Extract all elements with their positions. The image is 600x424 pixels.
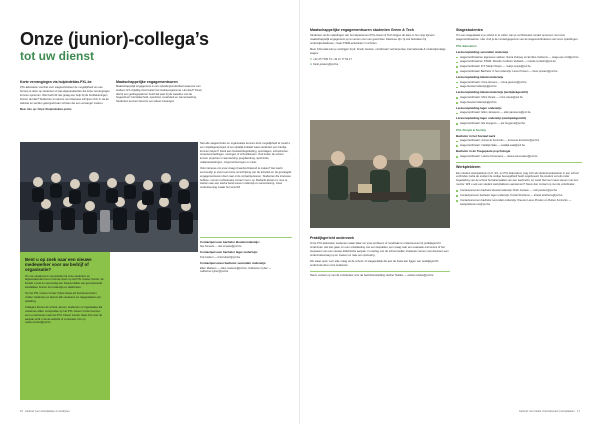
footer-left: 16 · Aanbod voor werkplekken en bedrijven	[20, 410, 70, 413]
students-photo	[310, 120, 450, 228]
vervangingen-section	[20, 80, 110, 114]
group-title: Lerarenopleiding lager onderwijs	[456, 105, 502, 110]
praktijk-heading: Praktijkgericht onderzoek	[310, 236, 354, 240]
engagement-heading: Maatschappelijke engagementsuren	[116, 80, 178, 84]
engagement-text-3: Ook interesse om jouw vraag of aanbod bekend te maken? Het werkt eenvoudig: je stuurt een korte omschrijving van de activiteit en de gevraagde engagementsuren door naar onze contactpersonen. Studenten die interesse hebben, nemen rechtstreeks contact met u op. Bedankt alvast om mee te werken aan een sterke band tussen onderwijs en samenleving. Jouw ondersteuning maakt het verschil!	[200, 167, 292, 190]
list-item: Contactpersoon bachelor lager onderwijs: Kristel Strichens — kristel.strichens@pxl.be	[456, 194, 582, 198]
group-list	[456, 56, 582, 74]
list-item: stagecoördinator: Annemie Koninckx — annemie.koninckx@pxl.be	[456, 139, 582, 143]
group-photo	[20, 142, 198, 252]
vervangingen-heading: Korte vervangingen via hulpindeklas.PXL.be	[20, 80, 92, 84]
footer-right: Aanbod voor lokale /internationaal | werkplekken · 17	[519, 410, 580, 413]
green-tech-text-1: Studenten uit de opleidingen van het departement PXL-Green & Tech krijgen de kans in hun vrije tijd een maatschappelijk engagement op te nemen voor een goed doel. Daarmee zijn zij ook betrokken bij onderwijsinitiatieven, zoals STEM-activiteiten in scholen.	[310, 34, 435, 45]
group-list	[456, 81, 582, 90]
contact-role-1: Contactpersoon bachelor kleuteronderwijs:	[200, 239, 260, 244]
stage-heading: Stagestudenten	[456, 28, 483, 32]
career-center-text-2: Op het PXL Career Center (https://www.pxl.be/careercenter) vinden studenten en alumni alle vacatures en stageplaatsen per opleiding.	[25, 292, 102, 303]
engagement-continued	[200, 142, 292, 232]
green-tech-heading: Maatschappelijke engagementsuren studenten Green & Tech	[310, 28, 414, 32]
engagement-intro	[116, 85, 202, 106]
contact-name-2[interactable]: Kris Hubert — kris.hubert@pxl.be	[200, 255, 241, 259]
list-item: stagecoördinator: Ilona Gevens — ilona.gevens@pxl.be	[456, 81, 582, 85]
praktijk-section	[310, 236, 450, 281]
group-list	[456, 96, 582, 105]
phone-icon: ✆	[310, 58, 313, 62]
contact-name-1[interactable]: Ilse Smeets — ilse.smeets@pxl.be	[200, 245, 242, 249]
page-subtitle: tot uw dienst	[20, 49, 94, 63]
contact-role-3: Contactpersonen bachelor secundair onderwijs:	[200, 260, 267, 265]
praktijk-text-2: We staan open voor elke vraag uit de school- of stagepraktijk die aan de basis kan liggen van praktijkgericht onderzoek door onze studenten.	[310, 260, 439, 267]
engagement-text-1: Maatschappelijk engagement is een opleidingsonderdeel waarvoor een student zich vrijwillig inzet buiten het studieprogramma. Het doel? Tonen dat hij een gedragspatroon heeft dat past bij de waarden van de hogeschool: betrokkenheid, openheid, creativiteit en samenwerking. Studenten kunnen hiervoor een attest ontvangen.	[116, 85, 202, 104]
contact-name-3[interactable]: Ellen Martens — ellen.martens@pxl.be; Catherine Cyber — catherine.cyber@pxl.be	[200, 266, 272, 274]
career-center-title: Bent u op zoek naar een nieuwe medewerker voor uw bedrijf of organisatie?	[25, 257, 92, 273]
list-item: stagecoördinator: Natalija Sala — natalija.sala@pxl.be	[456, 144, 582, 148]
list-item: stagecoördinator Bachelor in het onderwijs: Lieve Pinxten — lieve.pinxten@pxl.be	[456, 70, 582, 74]
mail-line	[310, 63, 450, 67]
praktijk-text-1: Onze PXL-Education studenten staan klaar om jouw probleem of noodzaak te ondersteunen bij praktijkgericht onderzoek. Het kan gaan om een ontwikkeling van een lespakket, een vraag naar een evaluatie-instrument of het toepassen van een nieuwe didactische aanpak. In overleg met de school stellen studenten samen met docenten een onderzoeksvraag op en zoeken ze naar een oplossing.	[310, 242, 449, 257]
group-title: Bachelor in het Sociaal werk	[456, 133, 496, 138]
vervangingen-text: PXL-Education voorziet voor stageschooltoer de mogelijkheid om een beroep te doen op studenten of pas afgestudeerden die korte vervangingen kunnen opnemen. Wie heeft dit niet graag een hulp bij de bordtekeningen binnen de klas? Studenten en alumni met interesse schrijven zich in via de website en worden gekoppeld aan scholen die een vervanger zoeken.	[20, 86, 110, 105]
stage-section	[456, 28, 582, 404]
section-people-society: PXL-People & Society	[456, 127, 487, 132]
group-list	[456, 155, 582, 159]
group-list	[456, 111, 582, 115]
engagement-contacts	[200, 234, 292, 274]
list-item: stage.kleuteronderwijs@pxl.be	[456, 85, 582, 89]
contact-role-2: Contactpersoon bachelor lager onderwijs:	[200, 250, 258, 255]
list-item: stagecoördinatoren algemene vakken: Sonia Ouhsay en Emiline Carlsens — stage.sec.ond@pxl.be	[456, 56, 582, 60]
mail-address[interactable]: frank.joosten@pxl.be	[313, 63, 339, 67]
page-title: Onze (junior)-collega’s	[20, 29, 209, 49]
group-title: Lerarenopleiding kleuteronderwijs (werkplekgericht)	[456, 90, 528, 95]
phone-number[interactable]: +32 477 539 74 • 32 11 77 54 17	[313, 58, 352, 62]
group-title: Lerarenopleiding lager onderwijs (werkplekgericht)	[456, 116, 527, 121]
career-center-box	[20, 252, 110, 400]
list-item: stagecoördinatoren STEM: Roselie Cordeiro-Vedaiah — roselie.cordeiro@pxl.be	[456, 60, 582, 64]
vervangingen-link[interactable]: Meer info op: https://hulpindeklas.pxl.be	[20, 107, 72, 111]
stage-text: Om een stageplaats in je school in te vullen, kan je rechtstreeks contact opnemen met onze stagecoördinatoren. Hier vind je de contactgegevens van de stagecoördinatoren van onze opleidingen.	[456, 34, 579, 42]
werkplek-heading: Werkplekleren	[456, 165, 481, 170]
career-center-text-1: Om uw vacatures te verspreiden bij onze studenten en afgestudeerden kunt u beroep doen op het PXL Career Center. Zo bereikt u snel en eenvoudig een breed publiek van gemotiveerde kandidaten binnen het onderwijs en daarbuiten.	[25, 274, 104, 289]
divider	[310, 271, 450, 272]
list-item: stagecoördinator: Mimi Vieste — mimi.vieste@pxl.be	[456, 96, 582, 100]
group-list	[456, 122, 582, 126]
list-item: stagecoördinator: Lianne Kevenaers — lianne.kevenaers@pxl.be	[456, 155, 582, 159]
werkplek-text: Een student werkplekleren (LO, SO, en PXL Education) mag zich als studentmedewerker in een school verbinden zodra de student de nodige bevoegdheid heeft opgebouwd. De student vervult onder begeleiding van de school het takenpakket van een leerkracht, en werkt hiervoor nauw samen met een mentor. Wilt u ook een student werkplekleren aanwerven? Neem dan contact op met de coördinator.	[456, 171, 579, 186]
list-item: Contactpersonen bachelor secundair onderwijs: Kleuren Lieve Pinxten en Ruben Koninckx — werkplekleren.so@pxl.be	[456, 199, 582, 207]
list-item: stagecoördinator: Ellen Janssens — ellen.janssens@pxl.be	[456, 111, 582, 115]
career-center-text-3: Collega's binnen de school, alumni, studenten of organisaties die vacatures willen verspreiden op het PXL Career Center kunnen een e-mail sturen naar het PXL Career Center. Meer info over de aanpak vindt u via de website of contacteer ons op career.center@pxl.be	[25, 306, 103, 325]
group-title: Bachelor in de Toegepaste psychologie	[456, 148, 511, 153]
divider	[200, 237, 292, 238]
green-tech-section	[310, 28, 450, 67]
list-item: stagecoördinator: Els Huygens — els.huygens@pxl.be	[456, 122, 582, 126]
list-item: stage.kleuteronderwijs@pxl.be	[456, 101, 582, 105]
praktijk-text-3: Neem contact op met de coördinator voor de bacheloropleiding: Esther Noldus — esther.noldus@pxl.be	[310, 274, 434, 278]
divider	[456, 162, 582, 163]
phone-line	[310, 58, 450, 62]
green-tech-text-2: Meer informatie kan je verkrijgen bij dr. Frank Joosten, coördinator vertrekpunten internationale & onderwijsmatige stages:	[310, 48, 446, 56]
section-pxl-education: PXL-Education	[456, 44, 477, 48]
page-fold	[299, 0, 300, 424]
werkplek-list	[456, 189, 582, 206]
group-list	[456, 139, 582, 148]
mail-icon: ✉	[310, 63, 313, 67]
engagement-text-2: Niet alle stagescholen en organisaties kennen deze mogelijkheid al. Heeft u een vrijwilligersproject of een tijdelijk initiatief waar studenten een handje kunnen helpen? Denk aan huiswerkbegeleiding, sportdagen, schoolreizen, toneelvoorstellingen, vieringen of schoolfeesten. Ook buiten de school komen projecten in aanmerking: jeugdwerking, sportclubs, vakantiewerkingen, zorgvoorzieningen en meer.	[200, 142, 291, 164]
group-title: Lerarenopleiding kleuteronderwijs	[456, 74, 504, 79]
group-title: Lerarenopleiding secundair onderwijs	[456, 49, 509, 54]
list-item: Contactpersonen bachelor kleuteronderwijs: Ruth Joosten — ruth.joosten@pxl.be	[456, 189, 582, 193]
list-item: stagecoördinator ICT: Marijn Wuyts — marijn.wuyts@pxl.be	[456, 65, 582, 69]
